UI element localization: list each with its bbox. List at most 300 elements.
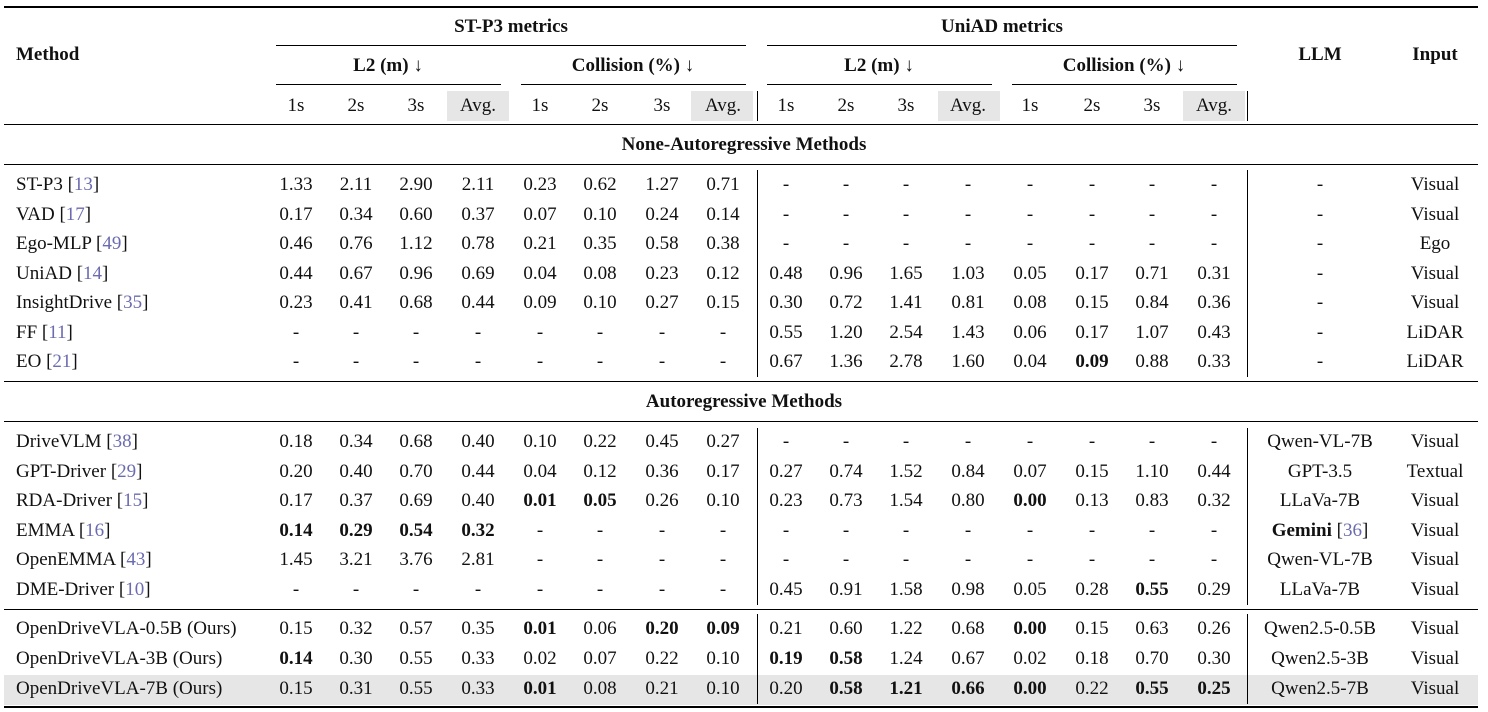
- column-divider: [757, 614, 758, 704]
- metric-cell: 0.34: [339, 431, 373, 452]
- horizon-header: 3s: [897, 95, 915, 116]
- metric-cell: 0.78: [461, 233, 495, 254]
- metric-cell: -: [842, 174, 850, 195]
- metric-cell: 0.37: [461, 204, 495, 225]
- metric-cell: 0.69: [399, 490, 433, 511]
- metric-cell: -: [412, 322, 420, 343]
- metric-cell: 0.17: [279, 490, 313, 511]
- metric-cell: 0.37: [339, 490, 373, 511]
- llm-label: Qwen2.5-7B: [1271, 678, 1369, 699]
- llm-cell: [1317, 322, 1323, 344]
- metric-cell: 0.24: [645, 204, 679, 225]
- metric-cell: 2.11: [339, 174, 373, 195]
- column-divider: [1247, 428, 1248, 605]
- input-cell: Ego: [1419, 233, 1451, 254]
- metric-cell: -: [1026, 174, 1034, 195]
- metric-cell: -: [1148, 204, 1156, 225]
- header-bottom-rule: [4, 124, 1478, 125]
- llm-cell: [1267, 431, 1373, 453]
- llm-label: LLaVa-7B: [1279, 579, 1361, 600]
- input-cell: Visual: [1410, 204, 1460, 225]
- metric-cell: 0.84: [1135, 292, 1169, 313]
- metric-cell: 0.30: [1197, 648, 1231, 669]
- bottom-rule: [4, 706, 1478, 708]
- metric-cell: -: [964, 431, 972, 452]
- llm-label: Qwen-VL-7B: [1267, 431, 1373, 452]
- metric-cell: 2.78: [889, 351, 923, 372]
- metric-cell: -: [352, 579, 360, 600]
- horizon-header: 2s: [591, 95, 609, 116]
- metric-cell: 1.03: [951, 263, 985, 284]
- metric-cell: -: [1088, 520, 1096, 541]
- method-label: RDA-Driver: [16, 490, 117, 511]
- metric-cell: -: [1148, 233, 1156, 254]
- collision-header: Collision (%) ↓: [1062, 55, 1186, 76]
- metric-cell: 3.76: [399, 549, 433, 570]
- metric-cell: 0.18: [1075, 648, 1109, 669]
- metric-cell: 0.48: [769, 263, 803, 284]
- metric-cell: 0.43: [1197, 322, 1231, 343]
- metric-cell: 1.22: [889, 618, 923, 639]
- metric-cell: -: [1088, 431, 1096, 452]
- llm-label: Qwen-VL-7B: [1267, 549, 1373, 570]
- horizon-header: 1s: [1021, 95, 1039, 116]
- metric-cell: -: [902, 174, 910, 195]
- metric-cell: -: [1026, 520, 1034, 541]
- input-cell: Visual: [1410, 579, 1460, 600]
- metric-cell: 1.65: [889, 263, 923, 284]
- horizon-header: 1s: [777, 95, 795, 116]
- llm-label: GPT-3.5: [1287, 461, 1353, 482]
- metric-cell: 0.44: [461, 461, 495, 482]
- metric-cell: 0.29: [1197, 579, 1231, 600]
- column-divider: [757, 428, 758, 605]
- citation-link[interactable]: 13: [73, 174, 93, 195]
- metric-cell: 0.25: [1197, 678, 1231, 699]
- method-name: ST-P3 [13]: [16, 174, 100, 195]
- metric-cell: 0.44: [1197, 461, 1231, 482]
- metric-cell: 0.13: [1075, 490, 1109, 511]
- metric-cell: -: [1148, 520, 1156, 541]
- metric-cell: 1.36: [829, 351, 863, 372]
- metric-cell: 0.22: [645, 648, 679, 669]
- llm-cell: Gemini [36]: [1271, 520, 1369, 541]
- metric-cell: 1.12: [399, 233, 433, 254]
- input-cell: Visual: [1410, 292, 1460, 313]
- llm-cell: [1280, 490, 1360, 512]
- llm-cell: [1317, 351, 1323, 373]
- metric-cell: 0.19: [769, 648, 803, 669]
- metric-cell: 0.67: [951, 648, 985, 669]
- llm-cell: [1317, 233, 1323, 255]
- method-label: VAD: [16, 204, 60, 225]
- method-label: InsightDrive: [16, 292, 117, 313]
- llm-header: LLM: [1298, 44, 1342, 65]
- metric-cell: 0.21: [523, 233, 557, 254]
- metric-cell: -: [782, 520, 790, 541]
- method-name: EO [21]: [16, 351, 78, 372]
- metric-cell: -: [596, 549, 604, 570]
- metric-cell: -: [842, 549, 850, 570]
- method-label: EMMA: [16, 520, 79, 541]
- metric-cell: -: [1088, 204, 1096, 225]
- citation-link[interactable]: 35: [123, 292, 143, 313]
- metric-cell: 0.26: [1197, 618, 1231, 639]
- horizon-header: 3s: [1143, 95, 1161, 116]
- metric-cell: 0.23: [645, 263, 679, 284]
- metric-cell: 0.10: [583, 204, 617, 225]
- method-label: FF: [16, 322, 42, 343]
- metric-cell: 0.00: [1013, 490, 1047, 511]
- metric-cell: -: [1210, 174, 1218, 195]
- input-cell: Visual: [1410, 263, 1460, 284]
- metric-cell: -: [596, 520, 604, 541]
- metric-cell: 0.27: [645, 292, 679, 313]
- metric-cell: 0.01: [523, 490, 557, 511]
- input-cell: Visual: [1410, 618, 1460, 639]
- metric-cell: 0.31: [339, 678, 373, 699]
- method-name: EMMA [16]: [16, 520, 111, 541]
- metric-cell: -: [719, 351, 727, 372]
- metric-cell: 1.10: [1135, 461, 1169, 482]
- metric-cell: -: [474, 322, 482, 343]
- metric-cell: 0.71: [1135, 263, 1169, 284]
- metric-cell: 0.02: [1013, 648, 1047, 669]
- metric-cell: -: [474, 351, 482, 372]
- metric-cell: -: [658, 520, 666, 541]
- metric-cell: 1.20: [829, 322, 863, 343]
- citation-link[interactable]: 14: [83, 263, 103, 284]
- metric-cell: 0.09: [523, 292, 557, 313]
- metric-cell: -: [1148, 431, 1156, 452]
- horizon-header: 1s: [531, 95, 549, 116]
- metric-cell: 0.58: [829, 678, 863, 699]
- metric-cell: 0.27: [769, 461, 803, 482]
- metric-cell: 0.84: [951, 461, 985, 482]
- metric-cell: 0.36: [645, 461, 679, 482]
- metric-cell: -: [1210, 549, 1218, 570]
- metric-cell: -: [1026, 204, 1034, 225]
- metric-cell: 0.33: [461, 678, 495, 699]
- metric-cell: 0.63: [1135, 618, 1169, 639]
- method-header: Method: [16, 44, 80, 65]
- column-divider: [757, 170, 758, 377]
- metric-cell: 0.55: [769, 322, 803, 343]
- llm-label: Qwen2.5-0.5B: [1264, 618, 1376, 639]
- llm-label: Qwen2.5-3B: [1271, 648, 1369, 669]
- metric-cell: 3.21: [339, 549, 373, 570]
- citation-link[interactable]: 21: [52, 351, 72, 372]
- metric-cell: 0.08: [583, 263, 617, 284]
- metric-cell: 0.10: [583, 292, 617, 313]
- metric-cell: 0.07: [583, 648, 617, 669]
- stp3-metrics-header: ST-P3 metrics: [454, 16, 568, 37]
- l2-header: L2 (m) ↓: [844, 55, 914, 76]
- metric-cell: 0.05: [1013, 263, 1047, 284]
- method-name: [16, 618, 237, 640]
- metric-cell: 0.98: [951, 579, 985, 600]
- citation-link[interactable]: 11: [48, 322, 67, 343]
- metric-cell: 0.60: [399, 204, 433, 225]
- metric-cell: 0.12: [706, 263, 740, 284]
- llm-label: Gemini: [1271, 520, 1332, 541]
- method-label: OpenDriveVLA-0.5B (Ours): [16, 618, 237, 639]
- metric-cell: 2.81: [461, 549, 495, 570]
- metric-cell: -: [782, 204, 790, 225]
- llm-cell: [1264, 618, 1376, 640]
- metric-cell: 0.02: [523, 648, 557, 669]
- metric-cell: 0.20: [279, 461, 313, 482]
- metric-cell: 0.72: [829, 292, 863, 313]
- method-name: [16, 678, 222, 700]
- metric-cell: 0.74: [829, 461, 863, 482]
- metric-cell: 0.21: [769, 618, 803, 639]
- top-rule: [4, 6, 1478, 8]
- metric-cell: -: [536, 520, 544, 541]
- metric-cell: 0.68: [951, 618, 985, 639]
- metric-cell: 1.27: [645, 174, 679, 195]
- metric-cell: 0.54: [399, 520, 433, 541]
- metric-cell: 0.26: [645, 490, 679, 511]
- metric-cell: 0.68: [399, 292, 433, 313]
- metric-cell: 0.04: [523, 461, 557, 482]
- metric-cell: -: [1210, 233, 1218, 254]
- metric-cell: -: [536, 579, 544, 600]
- metric-cell: 0.17: [1075, 263, 1109, 284]
- metric-cell: 0.88: [1135, 351, 1169, 372]
- llm-label: -: [1316, 233, 1324, 254]
- metric-cell: -: [1088, 174, 1096, 195]
- metric-cell: 0.21: [645, 678, 679, 699]
- input-cell: Visual: [1410, 678, 1460, 699]
- metric-cell: -: [902, 549, 910, 570]
- metric-cell: -: [782, 233, 790, 254]
- citation-link[interactable]: 10: [125, 579, 145, 600]
- citation-link[interactable]: 15: [123, 490, 143, 511]
- method-label: DME-Driver: [16, 579, 119, 600]
- metric-cell: -: [536, 351, 544, 372]
- metric-cell: 1.43: [951, 322, 985, 343]
- metric-cell: -: [902, 431, 910, 452]
- metric-cell: 0.08: [1013, 292, 1047, 313]
- metric-cell: 0.83: [1135, 490, 1169, 511]
- metric-cell: -: [902, 204, 910, 225]
- metric-cell: -: [352, 351, 360, 372]
- metric-cell: 0.73: [829, 490, 863, 511]
- section-rule: [4, 421, 1478, 422]
- metric-cell: 0.33: [461, 648, 495, 669]
- metric-cell: 0.23: [523, 174, 557, 195]
- metric-cell: 0.15: [1075, 618, 1109, 639]
- metric-cell: 0.15: [706, 292, 740, 313]
- metric-cell: 0.70: [399, 461, 433, 482]
- metric-cell: -: [536, 549, 544, 570]
- metric-cell: 0.57: [399, 618, 433, 639]
- llm-label: -: [1316, 263, 1324, 284]
- metric-cell: -: [842, 233, 850, 254]
- metric-cell: 2.90: [399, 174, 433, 195]
- metric-cell: 0.38: [706, 233, 740, 254]
- metric-cell: 0.10: [523, 431, 557, 452]
- section-rule: [4, 381, 1478, 382]
- method-label: EO: [16, 351, 47, 372]
- citation-link[interactable]: 29: [117, 461, 137, 482]
- metric-cell: 0.01: [523, 678, 557, 699]
- metric-cell: 1.58: [889, 579, 923, 600]
- metric-cell: 1.60: [951, 351, 985, 372]
- metric-cell: 0.40: [461, 431, 495, 452]
- input-header: Input: [1412, 44, 1458, 65]
- metric-cell: 0.60: [829, 618, 863, 639]
- horizon-header: 2s: [347, 95, 365, 116]
- metric-cell: 0.12: [583, 461, 617, 482]
- llm-label: LLaVa-7B: [1279, 490, 1361, 511]
- metric-cell: 0.01: [523, 618, 557, 639]
- metric-cell: 0.32: [339, 618, 373, 639]
- method-name: DME-Driver [10]: [16, 579, 151, 600]
- citation-link[interactable]: 38: [112, 431, 132, 452]
- horizon-header: Avg.: [1195, 95, 1233, 116]
- metric-cell: -: [1210, 431, 1218, 452]
- metric-cell: 0.68: [399, 431, 433, 452]
- method-name: Ego-MLP [49]: [16, 233, 128, 254]
- metric-cell: -: [536, 322, 544, 343]
- metric-cell: 0.33: [1197, 351, 1231, 372]
- metric-cell: 0.15: [279, 618, 313, 639]
- metric-cell: -: [352, 322, 360, 343]
- metric-cell: 0.28: [1075, 579, 1109, 600]
- section-title: Autoregressive Methods: [645, 391, 843, 412]
- metric-cell: -: [292, 579, 300, 600]
- horizon-header: Avg.: [704, 95, 742, 116]
- metric-cell: 0.22: [1075, 678, 1109, 699]
- citation-link[interactable]: 36: [1342, 520, 1362, 541]
- metric-cell: -: [964, 174, 972, 195]
- metric-cell: 0.04: [1013, 351, 1047, 372]
- metric-cell: 0.96: [399, 263, 433, 284]
- llm-cell: [1271, 678, 1369, 700]
- citation-link[interactable]: 43: [126, 549, 146, 570]
- citation-link[interactable]: 16: [85, 520, 105, 541]
- horizon-header: 3s: [653, 95, 671, 116]
- method-name: InsightDrive [35]: [16, 292, 149, 313]
- metric-cell: -: [658, 351, 666, 372]
- metric-cell: 0.06: [583, 618, 617, 639]
- metric-cell: 0.36: [1197, 292, 1231, 313]
- metric-cell: 1.33: [279, 174, 313, 195]
- input-cell: Visual: [1410, 174, 1460, 195]
- metric-cell: 1.07: [1135, 322, 1169, 343]
- metric-cell: 0.58: [829, 648, 863, 669]
- metric-cell: 0.67: [339, 263, 373, 284]
- metric-cell: 0.04: [523, 263, 557, 284]
- metric-cell: 0.71: [706, 174, 740, 195]
- horizon-header: 1s: [287, 95, 305, 116]
- metric-cell: -: [782, 174, 790, 195]
- input-cell: Textual: [1406, 461, 1464, 482]
- metric-cell: 0.41: [339, 292, 373, 313]
- input-cell: Visual: [1410, 549, 1460, 570]
- metric-cell: -: [842, 431, 850, 452]
- metric-cell: -: [596, 351, 604, 372]
- metric-cell: 0.55: [399, 678, 433, 699]
- metric-cell: 0.09: [706, 618, 740, 639]
- metric-cell: 0.69: [461, 263, 495, 284]
- metric-cell: 0.15: [1075, 461, 1109, 482]
- section-title: None-Autoregressive Methods: [621, 134, 867, 155]
- metric-cell: 0.45: [769, 579, 803, 600]
- metric-cell: 0.08: [583, 678, 617, 699]
- input-cell: Visual: [1410, 648, 1460, 669]
- metric-cell: 0.00: [1013, 678, 1047, 699]
- metric-cell: 0.34: [339, 204, 373, 225]
- highlight-row-shade: [4, 675, 1478, 705]
- metric-cell: -: [1026, 233, 1034, 254]
- metric-cell: -: [719, 322, 727, 343]
- method-name: UniAD [14]: [16, 263, 109, 284]
- metric-cell: -: [596, 322, 604, 343]
- metric-cell: -: [1210, 204, 1218, 225]
- method-label: GPT-Driver: [16, 461, 111, 482]
- horizon-header: 2s: [1083, 95, 1101, 116]
- input-cell: LiDAR: [1406, 322, 1464, 343]
- method-name: FF [11]: [16, 322, 73, 343]
- citation-link[interactable]: 17: [65, 204, 85, 225]
- metric-cell: 0.40: [339, 461, 373, 482]
- input-cell: Visual: [1410, 520, 1460, 541]
- method-name: [16, 648, 222, 670]
- metric-cell: 0.15: [279, 678, 313, 699]
- metric-cell: 0.55: [399, 648, 433, 669]
- metric-cell: 0.66: [951, 678, 985, 699]
- metric-cell: -: [902, 520, 910, 541]
- metric-cell: -: [658, 322, 666, 343]
- metric-cell: -: [842, 520, 850, 541]
- llm-label: -: [1316, 204, 1324, 225]
- metric-cell: 0.23: [769, 490, 803, 511]
- metric-cell: 0.14: [706, 204, 740, 225]
- metric-cell: 0.06: [1013, 322, 1047, 343]
- column-divider: [1247, 91, 1248, 121]
- input-cell: Visual: [1410, 490, 1460, 511]
- metric-cell: -: [1148, 549, 1156, 570]
- metric-cell: 0.10: [706, 678, 740, 699]
- metric-cell: -: [1088, 233, 1096, 254]
- metric-cell: -: [719, 549, 727, 570]
- metric-cell: 0.44: [461, 292, 495, 313]
- metric-cell: -: [719, 579, 727, 600]
- metric-cell: -: [596, 579, 604, 600]
- llm-cell: [1317, 204, 1323, 226]
- column-divider: [1247, 170, 1248, 377]
- metric-cell: 0.58: [645, 233, 679, 254]
- metric-cell: 0.76: [339, 233, 373, 254]
- metric-cell: 0.30: [769, 292, 803, 313]
- metric-cell: -: [292, 322, 300, 343]
- method-label: OpenDriveVLA-3B (Ours): [16, 648, 223, 669]
- method-label: UniAD: [16, 263, 77, 284]
- metric-cell: 0.44: [279, 263, 313, 284]
- citation-link[interactable]: 49: [102, 233, 122, 254]
- stp3-rule: [276, 45, 746, 46]
- l2-header: L2 (m) ↓: [353, 55, 423, 76]
- metric-cell: 0.10: [706, 648, 740, 669]
- metric-cell: 1.45: [279, 549, 313, 570]
- llm-label: -: [1316, 351, 1324, 372]
- method-name: RDA-Driver [15]: [16, 490, 149, 511]
- method-label: DriveVLM: [16, 431, 107, 452]
- metric-cell: 1.52: [889, 461, 923, 482]
